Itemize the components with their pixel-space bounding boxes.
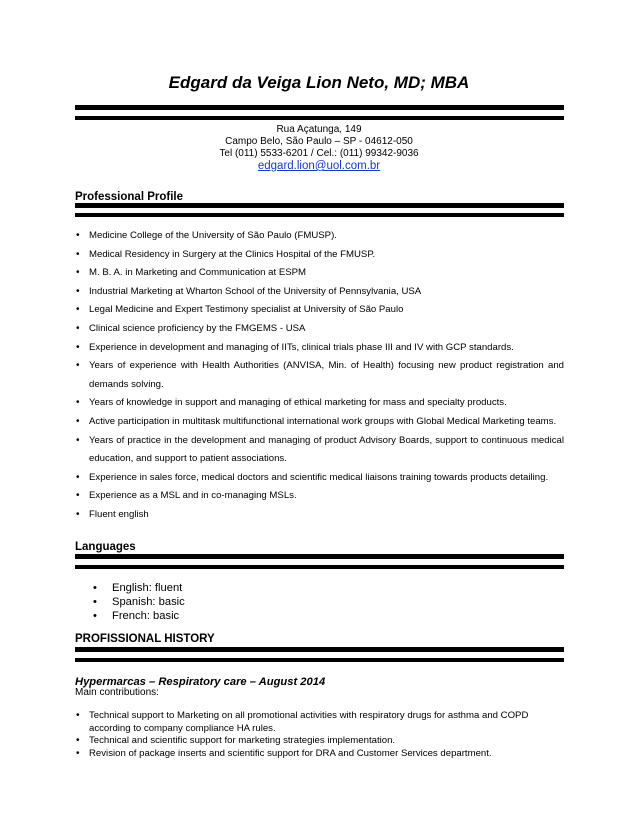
history-rule-top [75,647,564,652]
header-rule-top [75,105,564,110]
header-rule-bottom [75,116,564,120]
list-item: • Experience as a MSL and in co-managing MSLs. [75,487,564,506]
list-item: • Spanish: basic [93,595,185,609]
job-subheading: Main contributions: [75,687,159,698]
list-item: • Active participation in multitask multifunctional international work groups with Global Medical Marketing teams. [75,413,564,432]
profile-rule-bottom [75,213,564,217]
languages-rule-top [75,554,564,559]
list-item: • English: fluent [93,581,185,595]
email-line [0,160,638,174]
list-item: • French: basic [93,609,185,623]
list-item: • Technical support to Marketing on all promotional activities with respiratory drugs for asthma and COPD according to company compliance HA rules. [75,710,564,735]
list-item: • Experience in development and managing of IITs, clinical trials phase III and IV with GCP standards. [75,339,564,358]
history-heading: PROFISSIONAL HISTORY [75,633,215,645]
profile-list [75,227,564,525]
history-rule-bottom [75,658,564,662]
list-item: • Technical and scientific support for marketing strategies implementation. [75,735,564,748]
profile-heading: Professional Profile [75,191,184,203]
list-item: • Years of experience with Health Authorities (ANVISA, Min. of Health) focusing new product registration and demands solving. [75,357,564,394]
list-item: • Medical Residency in Surgery at the Clinics Hospital of the FMUSP. [75,246,564,265]
address-line-2: Campo Belo, São Paulo – SP - 04612-050 [225,136,413,147]
list-item: • Medicine College of the University of São Paulo (FMUSP). [75,227,564,246]
languages-list [93,581,185,623]
email-link[interactable]: edgard.lion@uol.com.br [257,160,381,172]
languages-rule-bottom [75,565,564,569]
list-item: • Years of knowledge in support and managing of ethical marketing for mass and specialty products. [75,394,564,413]
candidate-name: Edgard da Veiga Lion Neto, MD; MBA [168,73,470,92]
list-item: • Experience in sales force, medical doctors and scientific medical liaisons training towards products detailing. [75,469,564,488]
profile-rule-top [75,203,564,208]
list-item: • Years of practice in the development and managing of product Advisory Boards, support to continuous medical education, and support to patient associations. [75,432,564,469]
languages-heading: Languages [75,541,136,553]
list-item: • Revision of package inserts and scientific support for DRA and Customer Services department. [75,748,564,761]
history-list [75,710,564,760]
list-item: • Clinical science proficiency by the FMGEMS - USA [75,320,564,339]
list-item: • Legal Medicine and Expert Testimony specialist at University of São Paulo [75,301,564,320]
list-item: • Industrial Marketing at Wharton School of the University of Pennsylvania, USA [75,283,564,302]
list-item: • M. B. A. in Marketing and Communication at ESPM [75,264,564,283]
list-item: • Fluent english [75,506,564,525]
phone-line: Tel (011) 5533-6201 / Cel.: (011) 99342-9036 [219,148,419,159]
address-line-1: Rua Açatunga, 149 [276,124,362,135]
job-title: Hypermarcas – Respiratory care – August 2014 [75,676,326,688]
